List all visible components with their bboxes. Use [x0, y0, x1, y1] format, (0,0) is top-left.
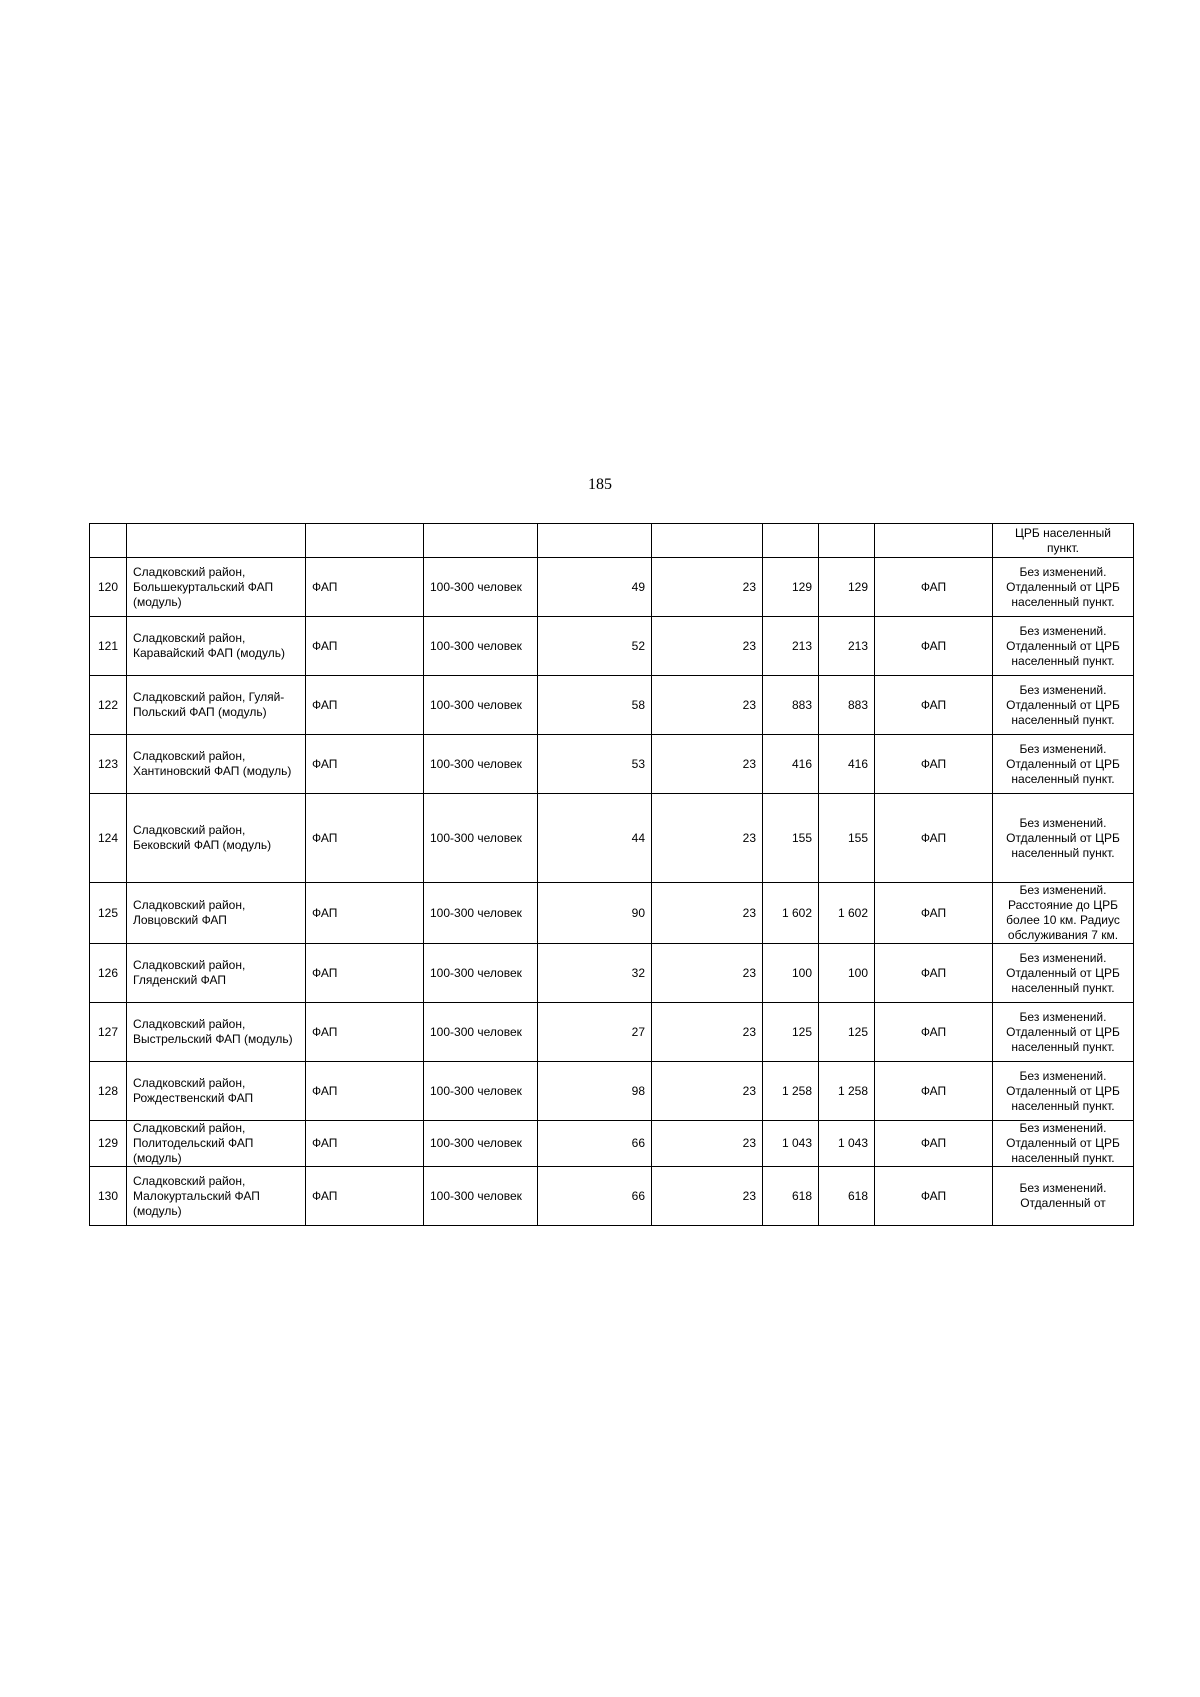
table-row	[90, 1167, 1134, 1226]
cell-result-type: ФАП	[875, 944, 993, 1003]
cell-v1	[538, 524, 652, 558]
table-row	[90, 883, 1134, 944]
cell-v2	[652, 524, 763, 558]
cell-capacity: 100-300 человек	[424, 617, 538, 676]
cell-note: ЦРБ населенный пункт.	[993, 524, 1134, 558]
cell-v3: 618	[763, 1167, 819, 1226]
cell-v4: 883	[819, 676, 875, 735]
cell-v4: 213	[819, 617, 875, 676]
cell-capacity: 100-300 человек	[424, 1121, 538, 1167]
cell-result-type: ФАП	[875, 1003, 993, 1062]
cell-v2: 23	[652, 1062, 763, 1121]
table-row	[90, 617, 1134, 676]
cell-v3: 416	[763, 735, 819, 794]
table-row	[90, 944, 1134, 1003]
cell-type: ФАП	[306, 944, 424, 1003]
cell-v4: 618	[819, 1167, 875, 1226]
cell-v2: 23	[652, 558, 763, 617]
cell-note: Без изменений. Отдаленный от	[993, 1167, 1134, 1226]
cell-num: 124	[90, 794, 127, 883]
cell-v4: 125	[819, 1003, 875, 1062]
cell-num: 123	[90, 735, 127, 794]
table-row	[90, 1062, 1134, 1121]
cell-result-type: ФАП	[875, 883, 993, 944]
cell-v1: 58	[538, 676, 652, 735]
cell-capacity: 100-300 человек	[424, 558, 538, 617]
table-row	[90, 735, 1134, 794]
cell-v4: 100	[819, 944, 875, 1003]
cell-num: 130	[90, 1167, 127, 1226]
cell-v2: 23	[652, 617, 763, 676]
cell-name	[127, 524, 306, 558]
cell-num: 121	[90, 617, 127, 676]
cell-v2: 23	[652, 676, 763, 735]
cell-result-type: ФАП	[875, 1121, 993, 1167]
cell-v1: 98	[538, 1062, 652, 1121]
cell-result-type: ФАП	[875, 735, 993, 794]
cell-v3: 883	[763, 676, 819, 735]
cell-type: ФАП	[306, 1003, 424, 1062]
cell-v1: 27	[538, 1003, 652, 1062]
cell-v4: 416	[819, 735, 875, 794]
cell-v2: 23	[652, 883, 763, 944]
cell-name: Сладковский район, Рождественский ФАП	[127, 1062, 306, 1121]
cell-v1: 66	[538, 1167, 652, 1226]
continuation-row	[90, 524, 1134, 558]
cell-type: ФАП	[306, 883, 424, 944]
cell-result-type: ФАП	[875, 558, 993, 617]
cell-note: Без изменений. Отдаленный от ЦРБ населенный пункт.	[993, 794, 1134, 883]
cell-v2: 23	[652, 1167, 763, 1226]
cell-v1: 66	[538, 1121, 652, 1167]
cell-name: Сладковский район, Малокуртальский ФАП (модуль)	[127, 1167, 306, 1226]
cell-capacity: 100-300 человек	[424, 735, 538, 794]
cell-type: ФАП	[306, 735, 424, 794]
cell-note: Без изменений. Отдаленный от ЦРБ населенный пункт.	[993, 617, 1134, 676]
cell-name: Сладковский район, Гляденский ФАП	[127, 944, 306, 1003]
cell-num: 127	[90, 1003, 127, 1062]
cell-v4: 129	[819, 558, 875, 617]
cell-v2: 23	[652, 1121, 763, 1167]
cell-type: ФАП	[306, 558, 424, 617]
table-row	[90, 558, 1134, 617]
cell-type: ФАП	[306, 1062, 424, 1121]
cell-type: ФАП	[306, 617, 424, 676]
cell-note: Без изменений. Отдаленный от ЦРБ населенный пункт.	[993, 676, 1134, 735]
cell-note: Без изменений. Расстояние до ЦРБ более 10 км. Радиус обслуживания 7 км.	[993, 883, 1134, 944]
cell-v4: 1 043	[819, 1121, 875, 1167]
cell-v3	[763, 524, 819, 558]
cell-v2: 23	[652, 944, 763, 1003]
cell-result-type: ФАП	[875, 794, 993, 883]
cell-v2: 23	[652, 1003, 763, 1062]
cell-type: ФАП	[306, 1167, 424, 1226]
cell-capacity: 100-300 человек	[424, 1062, 538, 1121]
cell-v4: 155	[819, 794, 875, 883]
cell-num	[90, 524, 127, 558]
cell-type: ФАП	[306, 676, 424, 735]
table-row	[90, 1003, 1134, 1062]
cell-capacity: 100-300 человек	[424, 883, 538, 944]
cell-result-type: ФАП	[875, 1167, 993, 1226]
cell-capacity: 100-300 человек	[424, 794, 538, 883]
cell-v3: 1 602	[763, 883, 819, 944]
cell-v1: 53	[538, 735, 652, 794]
cell-v1: 44	[538, 794, 652, 883]
cell-note: Без изменений. Отдаленный от ЦРБ населенный пункт.	[993, 1121, 1134, 1167]
cell-v3: 125	[763, 1003, 819, 1062]
cell-num: 120	[90, 558, 127, 617]
cell-result-type: ФАП	[875, 676, 993, 735]
cell-v3: 1 258	[763, 1062, 819, 1121]
cell-name: Сладковский район, Большекуртальский ФАП (модуль)	[127, 558, 306, 617]
cell-name: Сладковский район, Хантиновский ФАП (модуль)	[127, 735, 306, 794]
cell-v1: 49	[538, 558, 652, 617]
cell-v3: 1 043	[763, 1121, 819, 1167]
cell-num: 122	[90, 676, 127, 735]
cell-result-type: ФАП	[875, 617, 993, 676]
cell-v1: 90	[538, 883, 652, 944]
cell-note: Без изменений. Отдаленный от ЦРБ населенный пункт.	[993, 1003, 1134, 1062]
cell-v3: 155	[763, 794, 819, 883]
cell-capacity: 100-300 человек	[424, 1167, 538, 1226]
cell-capacity: 100-300 человек	[424, 1003, 538, 1062]
cell-note: Без изменений. Отдаленный от ЦРБ населенный пункт.	[993, 735, 1134, 794]
cell-num: 126	[90, 944, 127, 1003]
cell-v3: 213	[763, 617, 819, 676]
cell-note: Без изменений. Отдаленный от ЦРБ населенный пункт.	[993, 944, 1134, 1003]
cell-v4: 1 602	[819, 883, 875, 944]
cell-v3: 129	[763, 558, 819, 617]
cell-name: Сладковский район, Политодельский ФАП (модуль)	[127, 1121, 306, 1167]
table-row	[90, 794, 1134, 883]
table-body	[90, 524, 1134, 1226]
table-row	[90, 676, 1134, 735]
cell-name: Сладковский район, Бековский ФАП (модуль)	[127, 794, 306, 883]
cell-type	[306, 524, 424, 558]
cell-v3: 100	[763, 944, 819, 1003]
cell-name: Сладковский район, Каравайский ФАП (модуль)	[127, 617, 306, 676]
cell-v2: 23	[652, 794, 763, 883]
cell-v4	[819, 524, 875, 558]
page-number: 185	[588, 476, 612, 493]
cell-capacity	[424, 524, 538, 558]
cell-num: 129	[90, 1121, 127, 1167]
cell-type: ФАП	[306, 794, 424, 883]
cell-v1: 52	[538, 617, 652, 676]
cell-v1: 32	[538, 944, 652, 1003]
cell-capacity: 100-300 человек	[424, 944, 538, 1003]
cell-capacity: 100-300 человек	[424, 676, 538, 735]
cell-result-type: ФАП	[875, 1062, 993, 1121]
cell-v2: 23	[652, 735, 763, 794]
facilities-table	[89, 523, 1134, 1226]
cell-note: Без изменений. Отдаленный от ЦРБ населенный пункт.	[993, 558, 1134, 617]
cell-type: ФАП	[306, 1121, 424, 1167]
table-row	[90, 1121, 1134, 1167]
cell-v4: 1 258	[819, 1062, 875, 1121]
cell-name: Сладковский район, Ловцовский ФАП	[127, 883, 306, 944]
cell-num: 125	[90, 883, 127, 944]
cell-result-type	[875, 524, 993, 558]
cell-num: 128	[90, 1062, 127, 1121]
cell-name: Сладковский район, Выстрельский ФАП (модуль)	[127, 1003, 306, 1062]
cell-note: Без изменений. Отдаленный от ЦРБ населенный пункт.	[993, 1062, 1134, 1121]
cell-name: Сладковский район, Гуляй-Польский ФАП (модуль)	[127, 676, 306, 735]
